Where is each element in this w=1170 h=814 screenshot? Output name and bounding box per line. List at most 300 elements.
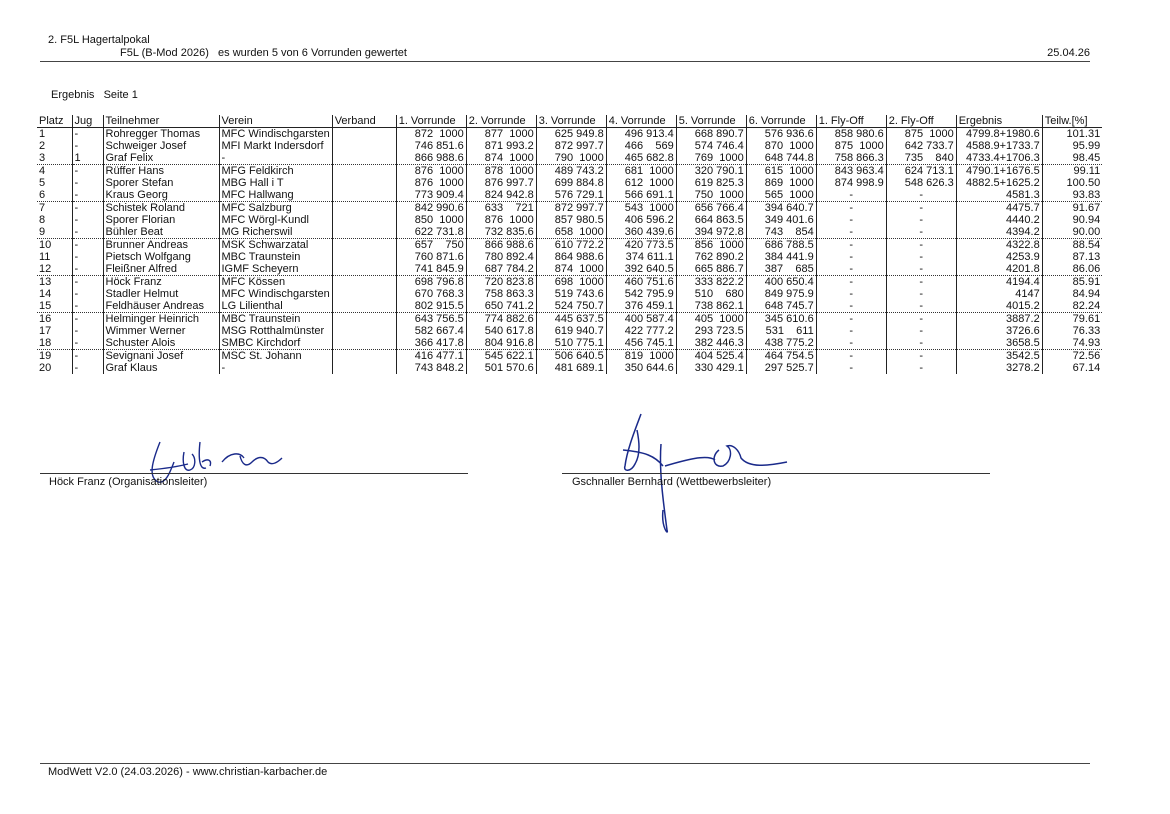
table-cell: MBC Traunstein (219, 251, 332, 263)
table-cell: 416 477.1 (396, 350, 466, 363)
table-cell: 874 998.9 (816, 177, 886, 189)
table-cell: 3 (37, 152, 72, 165)
table-cell: 85.91 (1042, 276, 1102, 289)
table-cell: 624 713.1 (886, 165, 956, 178)
table-cell: 12 (37, 263, 72, 276)
table-cell: Sporer Florian (103, 214, 219, 226)
signature-line-left (40, 473, 468, 474)
table-cell: 297 525.7 (746, 362, 816, 374)
table-cell: 758 866.3 (816, 152, 886, 165)
table-cell: 72.56 (1042, 350, 1102, 363)
table-cell: 612 1000 (606, 177, 676, 189)
table-row (37, 128, 1102, 141)
table-cell: Rüffer Hans (103, 165, 219, 178)
column-header: Jug (72, 115, 103, 128)
table-cell: 878 1000 (466, 165, 536, 178)
table-cell: - (72, 300, 103, 313)
table-cell: 735 840 (886, 152, 956, 165)
table-cell: MFC Kössen (219, 276, 332, 289)
table-cell: 758 863.3 (466, 288, 536, 300)
table-cell: - (816, 214, 886, 226)
table-cell: - (72, 177, 103, 189)
table-cell: 875 1000 (886, 128, 956, 141)
table-cell: 872 1000 (396, 128, 466, 141)
table-cell: 849 975.9 (746, 288, 816, 300)
table-cell: MFC Salzburg (219, 202, 332, 215)
table-cell: Höck Franz (103, 276, 219, 289)
table-cell: 804 916.8 (466, 337, 536, 350)
table-cell: - (72, 325, 103, 337)
table-cell: 95.99 (1042, 140, 1102, 152)
table-cell (332, 152, 396, 165)
table-cell: 566 691.1 (606, 189, 676, 202)
signature-judge (615, 410, 795, 540)
table-cell: 4733.4+1706.3 (956, 152, 1042, 165)
table-cell: 4194.4 (956, 276, 1042, 289)
table-cell: 374 611.1 (606, 251, 676, 263)
table-cell: 9 (37, 226, 72, 239)
table-cell: 4882.5+1625.2 (956, 177, 1042, 189)
table-cell: 510 680 (676, 288, 746, 300)
column-header: 5. Vorrunde (676, 115, 746, 128)
table-cell: 864 988.6 (536, 251, 606, 263)
table-cell: Graf Felix (103, 152, 219, 165)
table-cell: - (816, 313, 886, 326)
table-cell: 333 822.2 (676, 276, 746, 289)
table-cell: 625 949.8 (536, 128, 606, 141)
table-cell: 445 637.5 (536, 313, 606, 326)
table-cell: 84.94 (1042, 288, 1102, 300)
table-cell: - (886, 239, 956, 252)
table-cell: 366 417.8 (396, 337, 466, 350)
table-cell: 4147 (956, 288, 1042, 300)
table-cell (332, 202, 396, 215)
section-title: Ergebnis Seite 1 (51, 89, 138, 101)
table-cell: 866 988.6 (466, 239, 536, 252)
table-cell: - (816, 276, 886, 289)
table-cell: - (886, 350, 956, 363)
table-cell: 405 1000 (676, 313, 746, 326)
table-cell: - (72, 189, 103, 202)
table-cell: 3887.2 (956, 313, 1042, 326)
table-cell: 642 733.7 (886, 140, 956, 152)
table-cell: Schistek Roland (103, 202, 219, 215)
table-cell: 545 622.1 (466, 350, 536, 363)
table-cell: 13 (39, 276, 52, 288)
table-cell: - (72, 202, 103, 215)
table-cell: - (816, 263, 886, 276)
table-cell: 404 525.4 (676, 350, 746, 363)
table-cell: 67.14 (1042, 362, 1102, 374)
table-cell: MBG Hall i T (219, 177, 332, 189)
table-cell: 11 (39, 251, 51, 263)
table-cell (332, 128, 396, 141)
table-cell: 5 (39, 177, 46, 189)
column-header: 4. Vorrunde (606, 115, 676, 128)
table-cell: 750 1000 (676, 189, 746, 202)
table-cell: MSK Schwarzatal (219, 239, 332, 252)
table-cell: 101.31 (1042, 128, 1102, 141)
table-cell: - (816, 202, 886, 215)
table-cell: - (816, 337, 886, 350)
table-cell: 466 569 (606, 140, 676, 152)
table-cell: - (816, 325, 886, 337)
table-cell: Pietsch Wolfgang (103, 251, 219, 263)
table-cell: 422 777.2 (606, 325, 676, 337)
table-cell: 1 (72, 152, 103, 165)
table-cell: 6 (37, 189, 72, 202)
table-cell: 610 772.2 (536, 239, 606, 252)
table-cell: 345 610.6 (746, 313, 816, 326)
table-cell (332, 337, 396, 350)
table-row (37, 177, 1102, 189)
table-cell: - (72, 128, 103, 141)
table-cell: 88.54 (1042, 239, 1102, 252)
table-cell: 656 766.4 (676, 202, 746, 215)
table-cell: Rohregger Thomas (103, 128, 219, 141)
table-cell: 877 1000 (466, 128, 536, 141)
table-cell: MFC Wörgl-Kundl (219, 214, 332, 226)
table-row (37, 263, 1102, 276)
table-cell: SMBC Kirchdorf (219, 337, 332, 350)
table-cell: Wimmer Werner (103, 325, 219, 337)
table-cell: 400 587.4 (606, 313, 676, 326)
table-cell: 658 1000 (536, 226, 606, 239)
table-cell: 681 1000 (606, 165, 676, 178)
table-cell: 643 756.5 (396, 313, 466, 326)
table-row (37, 300, 1102, 313)
table-cell: 392 640.5 (606, 263, 676, 276)
column-header: Verein (219, 115, 332, 128)
table-cell: - (816, 226, 886, 239)
table-cell: 565 1000 (746, 189, 816, 202)
table-cell: 360 439.6 (606, 226, 676, 239)
table-cell: 542 795.9 (606, 288, 676, 300)
table-cell: - (816, 239, 886, 252)
column-header: Verband (332, 115, 396, 128)
table-cell: 774 882.6 (466, 313, 536, 326)
table-cell: MG Richerswil (219, 226, 332, 239)
table-cell: 743 854 (746, 226, 816, 239)
table-row (37, 350, 1102, 363)
table-cell: - (816, 288, 886, 300)
table-cell: 876 1000 (396, 165, 466, 178)
column-header: 6. Vorrunde (746, 115, 816, 128)
table-cell: 576 936.6 (746, 128, 816, 141)
table-cell: - (72, 362, 103, 374)
table-cell: 15 (37, 300, 72, 313)
table-cell: 875 1000 (816, 140, 886, 152)
table-cell: Brunner Andreas (103, 239, 219, 252)
table-cell: 2 (39, 140, 46, 152)
table-row (37, 251, 1102, 263)
table-cell: - (886, 337, 956, 350)
table-cell: 850 1000 (396, 214, 466, 226)
table-cell: 872 997.7 (536, 202, 606, 215)
table-cell: - (886, 263, 956, 276)
table-cell: - (816, 300, 886, 313)
table-cell: 464 754.5 (746, 350, 816, 363)
table-cell: 746 851.6 (396, 140, 466, 152)
table-cell: 540 617.8 (466, 325, 536, 337)
table-cell: 657 750 (396, 239, 466, 252)
table-cell: 874 1000 (536, 263, 606, 276)
table-cell: 824 942.8 (466, 189, 536, 202)
table-cell: 350 644.6 (606, 362, 676, 374)
table-cell: 4015.2 (956, 300, 1042, 313)
table-cell: - (886, 189, 956, 202)
table-cell: 648 744.8 (746, 152, 816, 165)
table-cell: 3658.5 (956, 337, 1042, 350)
table-cell: 293 723.5 (676, 325, 746, 337)
table-cell: MSC St. Johann (219, 350, 332, 363)
table-cell: 760 871.6 (396, 251, 466, 263)
table-cell: 802 915.5 (396, 300, 466, 313)
table-cell: 4440.2 (956, 214, 1042, 226)
table-row (37, 337, 1102, 350)
table-cell (332, 226, 396, 239)
table-row (37, 140, 1102, 152)
table-cell: Sevignani Josef (103, 350, 219, 363)
table-cell: - (72, 165, 103, 178)
event-date: 25.04.26 (1047, 47, 1090, 59)
table-cell: 4799.8+1980.6 (956, 128, 1042, 141)
table-cell: 376 459.1 (606, 300, 676, 313)
table-cell: - (886, 202, 956, 215)
table-cell: 876 1000 (466, 214, 536, 226)
table-cell: 4394.2 (956, 226, 1042, 239)
table-cell (332, 362, 396, 374)
table-cell: 622 731.8 (396, 226, 466, 239)
table-cell: 506 640.5 (536, 350, 606, 363)
table-cell: 664 863.5 (676, 214, 746, 226)
table-cell: 866 988.6 (396, 152, 466, 165)
table-cell: MFC Hallwang (219, 189, 332, 202)
table-cell: 510 775.1 (536, 337, 606, 350)
table-cell (332, 276, 396, 289)
table-cell: 732 835.6 (466, 226, 536, 239)
table-cell: 665 886.7 (676, 263, 746, 276)
table-row (37, 165, 1102, 178)
table-row (37, 226, 1102, 239)
table-cell: 4 (39, 165, 46, 177)
table-cell (332, 325, 396, 337)
table-cell: 10 (39, 239, 52, 251)
table-cell: 576 729.1 (536, 189, 606, 202)
table-cell: 481 689.1 (536, 362, 606, 374)
table-cell: 100.50 (1042, 177, 1102, 189)
table-cell: 387 685 (746, 263, 816, 276)
table-cell: 842 990.6 (396, 202, 466, 215)
table-cell: - (219, 152, 332, 165)
table-cell: 870 1000 (746, 140, 816, 152)
table-cell: 406 596.2 (606, 214, 676, 226)
table-row (37, 288, 1102, 300)
table-cell: MBC Traunstein (219, 313, 332, 326)
table-cell: 543 1000 (606, 202, 676, 215)
table-cell: MFG Feldkirch (219, 165, 332, 178)
table-cell: 871 993.2 (466, 140, 536, 152)
table-cell: 17 (39, 325, 52, 337)
table-cell: - (886, 276, 956, 289)
table-cell: 769 1000 (676, 152, 746, 165)
table-cell: 400 650.4 (746, 276, 816, 289)
table-cell: Graf Klaus (103, 362, 219, 374)
table-cell: 668 890.7 (676, 128, 746, 141)
column-header: 2. Fly-Off (886, 115, 956, 128)
table-cell: 574 746.4 (676, 140, 746, 152)
table-cell: - (816, 350, 886, 363)
table-cell: 7 (39, 202, 46, 214)
header-rule (40, 61, 1090, 62)
table-cell: - (72, 239, 103, 252)
signature-label-organizer: Höck Franz (Organisationsleiter) (49, 476, 208, 488)
table-cell: 633 721 (466, 202, 536, 215)
table-cell (332, 313, 396, 326)
table-cell: 501 570.6 (466, 362, 536, 374)
table-cell: 856 1000 (676, 239, 746, 252)
table-cell (332, 251, 396, 263)
table-cell: 762 890.2 (676, 251, 746, 263)
table-cell: 843 963.4 (816, 165, 886, 178)
table-cell: 19 (39, 350, 52, 362)
table-cell (332, 165, 396, 178)
table-cell: 741 845.9 (396, 263, 466, 276)
table-cell: Kraus Georg (103, 189, 219, 202)
table-cell: 876 997.7 (466, 177, 536, 189)
table-cell: 4588.9+1733.7 (956, 140, 1042, 152)
results-table (37, 115, 1102, 374)
table-cell: 857 980.5 (536, 214, 606, 226)
table-cell: 872 997.7 (536, 140, 606, 152)
table-cell: - (72, 313, 103, 326)
signature-label-judge: Gschnaller Bernhard (Wettbewerbsleiter) (572, 476, 772, 488)
table-cell: - (72, 263, 103, 276)
table-row (37, 313, 1102, 326)
table-cell: 743 848.2 (396, 362, 466, 374)
table-cell: Helminger Heinrich (103, 313, 219, 326)
table-cell: MFC Windischgarsten (219, 128, 332, 141)
table-header-row (37, 115, 1102, 128)
table-cell: 438 775.2 (746, 337, 816, 350)
table-cell: Schweiger Josef (103, 140, 219, 152)
table-cell: 773 909.4 (396, 189, 466, 202)
table-cell: 18 (37, 337, 72, 350)
table-cell: 531 611 (746, 325, 816, 337)
table-cell: 699 884.8 (536, 177, 606, 189)
table-cell: 382 446.3 (676, 337, 746, 350)
table-cell (332, 288, 396, 300)
table-cell: 874 1000 (466, 152, 536, 165)
table-cell: - (816, 189, 886, 202)
column-header: Ergebnis (956, 115, 1042, 128)
column-header: 1. Fly-Off (816, 115, 886, 128)
signature-line-right (562, 473, 990, 474)
column-header: Teilnehmer (103, 115, 219, 128)
table-cell: 394 640.7 (746, 202, 816, 215)
table-cell: 524 750.7 (536, 300, 606, 313)
table-cell: 489 743.2 (536, 165, 606, 178)
table-row (37, 214, 1102, 226)
table-cell: 619 825.3 (676, 177, 746, 189)
table-row (37, 189, 1102, 202)
table-cell: 582 667.4 (396, 325, 466, 337)
table-cell: 99.11 (1042, 165, 1102, 178)
table-cell: Sporer Stefan (103, 177, 219, 189)
table-cell: 3542.5 (956, 350, 1042, 363)
table-cell (332, 239, 396, 252)
table-cell: 615 1000 (746, 165, 816, 178)
table-row (37, 152, 1102, 165)
table-cell: 82.24 (1042, 300, 1102, 313)
table-cell: 698 796.8 (396, 276, 466, 289)
table-cell: Feldhäuser Andreas (103, 300, 219, 313)
table-cell: 76.33 (1042, 325, 1102, 337)
table-cell: 686 788.5 (746, 239, 816, 252)
table-cell (332, 189, 396, 202)
table-cell: 330 429.1 (676, 362, 746, 374)
table-cell: 87.13 (1042, 251, 1102, 263)
table-cell: MSG Rotthalmünster (219, 325, 332, 337)
table-cell: - (72, 276, 103, 289)
table-cell: 90.94 (1042, 214, 1102, 226)
table-cell: - (219, 362, 332, 374)
table-cell (332, 263, 396, 276)
table-cell: - (72, 288, 103, 300)
table-cell: 687 784.2 (466, 263, 536, 276)
table-cell: 4581.3 (956, 189, 1042, 202)
table-cell: 4253.9 (956, 251, 1042, 263)
table-cell: 456 745.1 (606, 337, 676, 350)
table-cell: - (886, 300, 956, 313)
table-cell: 20 (39, 362, 52, 374)
table-cell: 496 913.4 (606, 128, 676, 141)
table-cell: 698 1000 (536, 276, 606, 289)
table-cell: MFI Markt Indersdorf (219, 140, 332, 152)
table-cell: 4322.8 (956, 239, 1042, 252)
table-cell: 790 1000 (536, 152, 606, 165)
table-cell (332, 350, 396, 363)
table-cell: 74.93 (1042, 337, 1102, 350)
table-cell: 465 682.8 (606, 152, 676, 165)
table-cell: 738 862.1 (676, 300, 746, 313)
table-cell: 384 441.9 (746, 251, 816, 263)
table-cell: 1 (39, 128, 46, 140)
table-cell: Schuster Alois (103, 337, 219, 350)
table-cell: 16 (39, 313, 52, 325)
table-row (37, 202, 1102, 215)
table-cell: 14 (39, 288, 52, 300)
table-cell: 670 768.3 (396, 288, 466, 300)
event-subtitle: F5L (B-Mod 2026) es wurden 5 von 6 Vorrunden gewertet (120, 47, 407, 59)
table-cell: - (816, 362, 886, 374)
table-cell: 548 626.3 (886, 177, 956, 189)
table-cell: 3278.2 (956, 362, 1042, 374)
table-cell: MFC Windischgarsten (219, 288, 332, 300)
table-cell: IGMF Scheyern (219, 263, 332, 276)
table-cell: 869 1000 (746, 177, 816, 189)
table-cell: 858 980.6 (816, 128, 886, 141)
table-cell: 93.83 (1042, 189, 1102, 202)
table-cell: - (886, 251, 956, 263)
footer-rule (40, 763, 1090, 764)
table-cell: 4790.1+1676.5 (956, 165, 1042, 178)
table-row (37, 239, 1102, 252)
table-cell: 876 1000 (396, 177, 466, 189)
table-cell: 394 972.8 (676, 226, 746, 239)
table-cell: 79.61 (1042, 313, 1102, 326)
table-cell: - (72, 337, 103, 350)
